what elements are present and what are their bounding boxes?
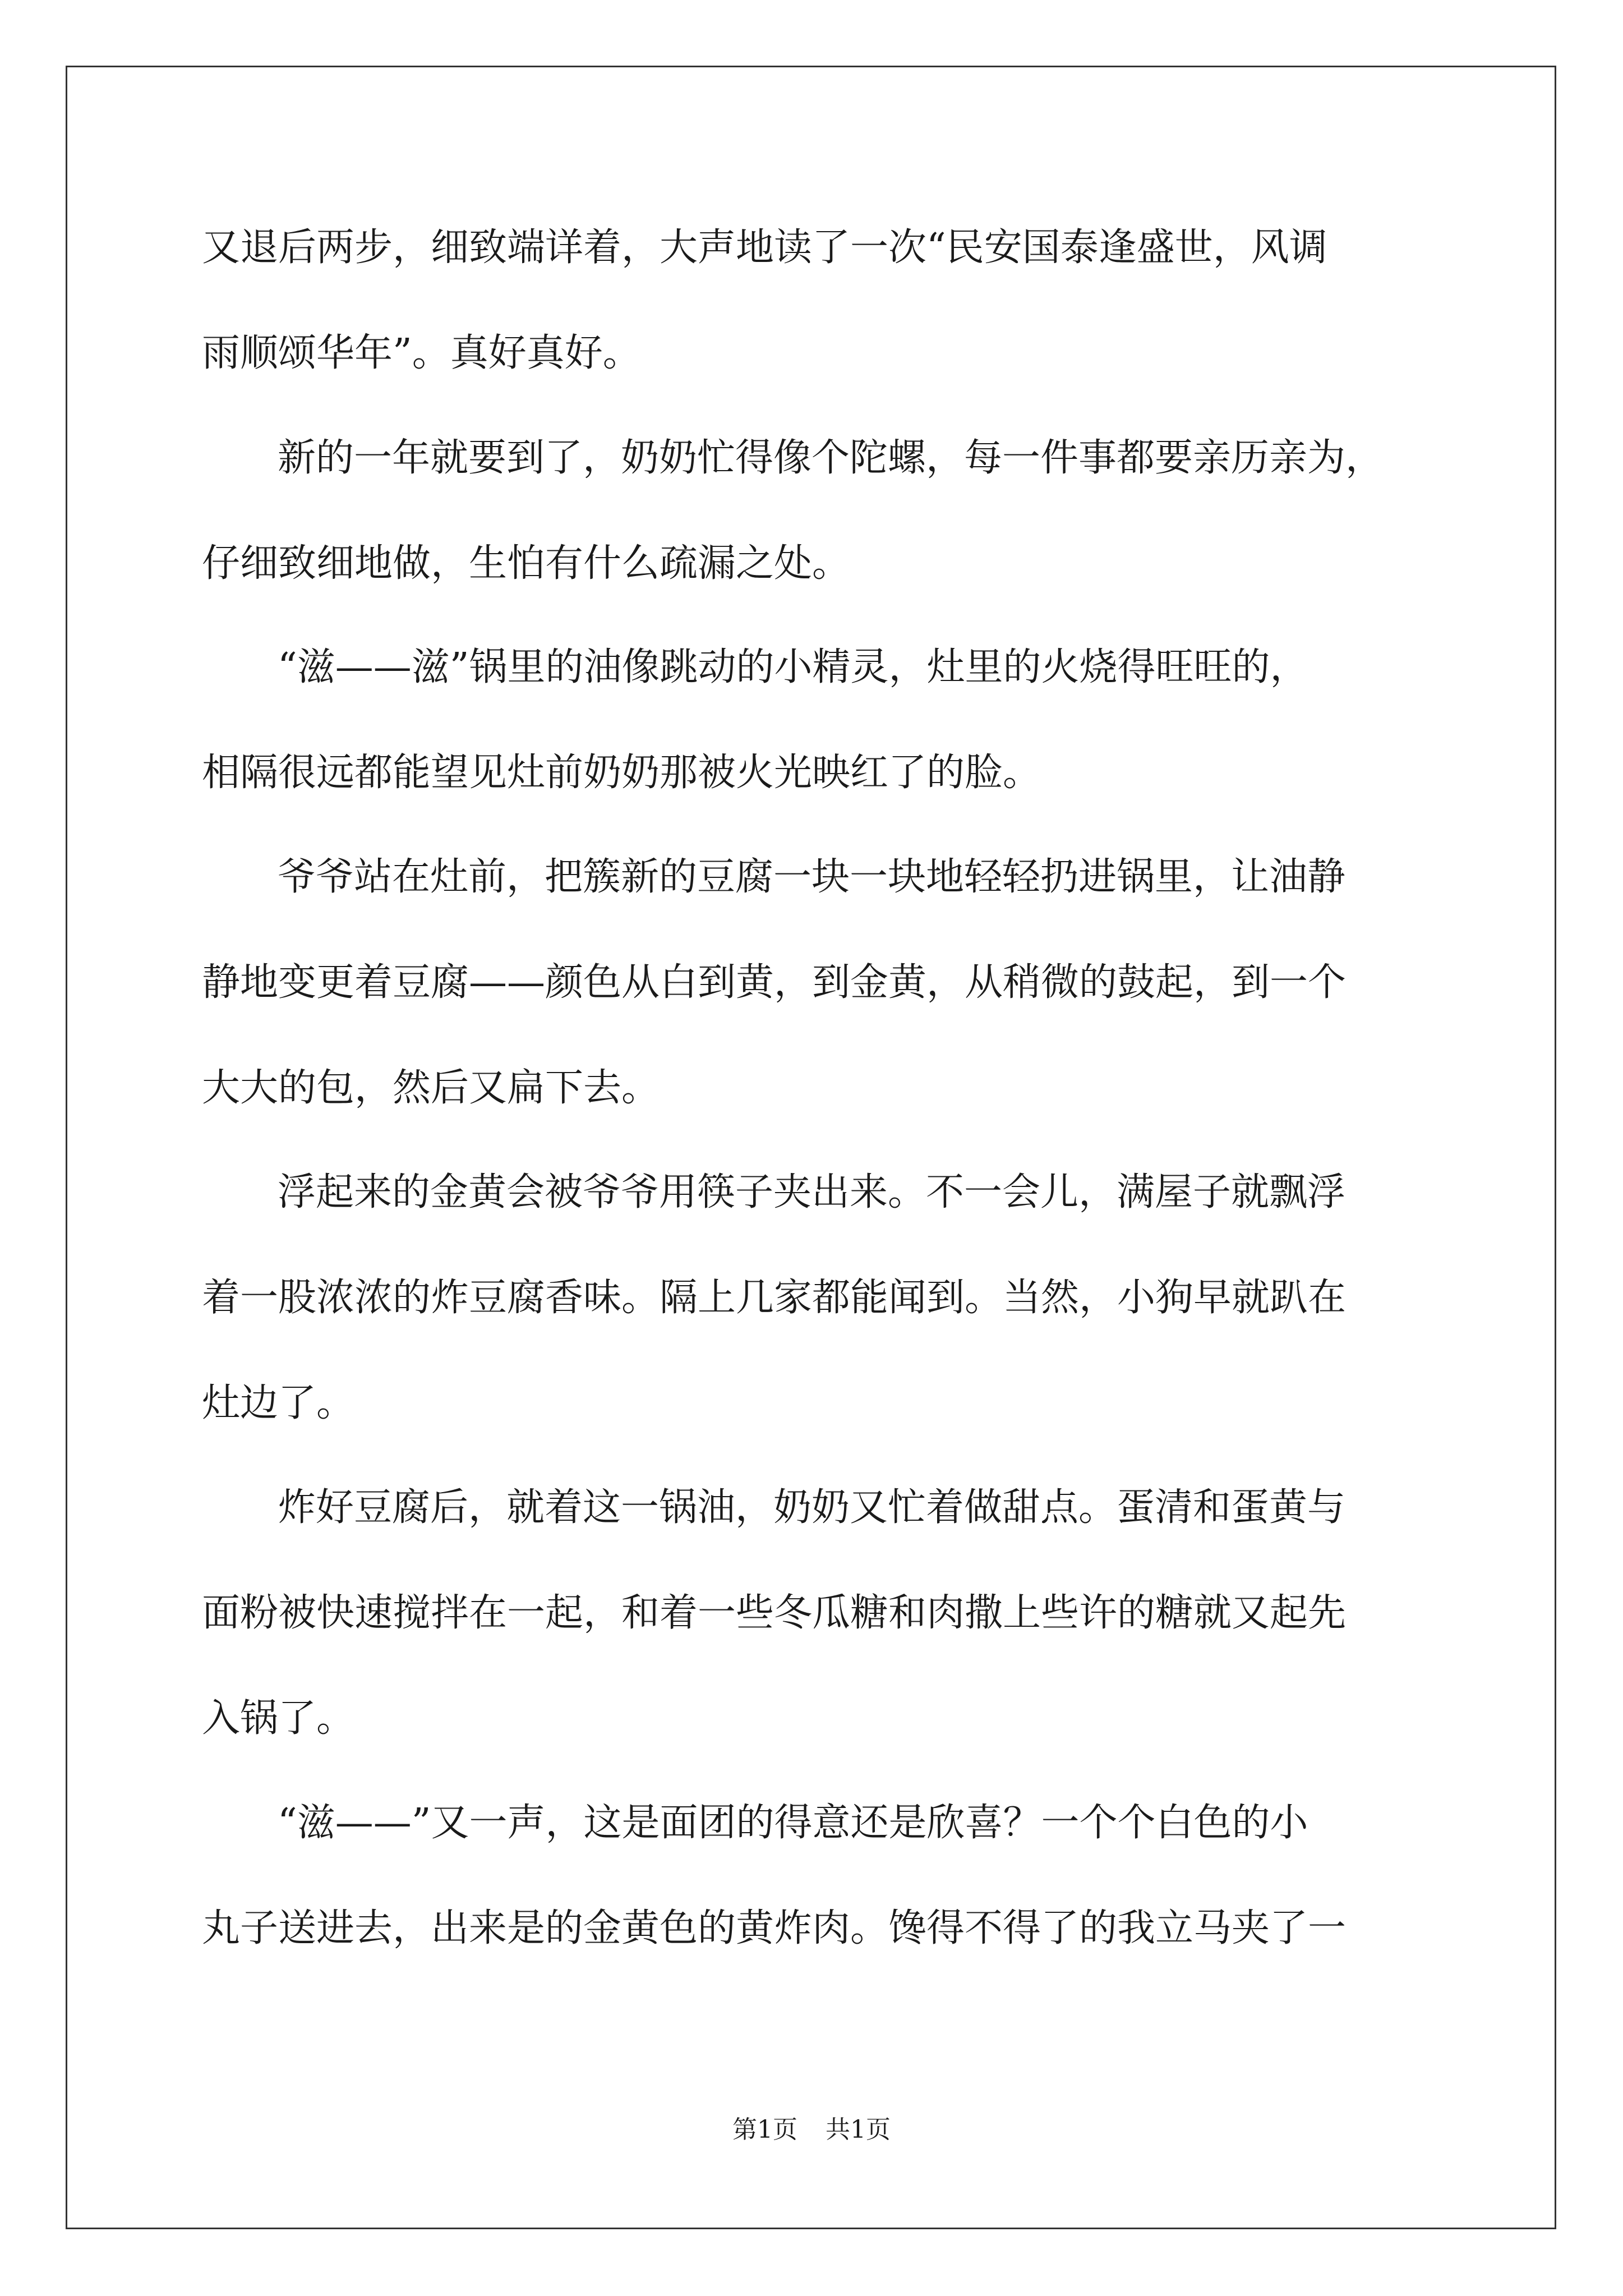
- text-line-1: 又退后两步，细致端详着，大声地读了一次“民安国泰逢盛世，风调: [202, 226, 1327, 270]
- text-line-16: “滋——”又一声，这是面团的得意还是欣喜？一个个白色的小: [278, 1801, 1308, 1845]
- text-line-9: 大大的包，然后又扁下去。: [202, 1066, 660, 1110]
- text-line-12: 灶边了。: [202, 1381, 355, 1425]
- page-number-total: 共1页: [826, 2115, 891, 2144]
- text-line-8: 静地变更着豆腐——颜色从白到黄，到金黄，从稍微的鼓起，到一个: [202, 960, 1347, 1005]
- page-number-current: 第1页: [732, 2115, 797, 2144]
- text-line-17: 丸子送进去，出来是的金黄色的黄炸肉。馋得不得了的我立马夹了一: [202, 1906, 1347, 1950]
- text-line-4: 仔细致细地做，生怕有什么疏漏之处。: [202, 541, 851, 586]
- text-line-5: “滋——滋”锅里的油像跳动的小精灵，灶里的火烧得旺旺的，: [278, 645, 1308, 689]
- text-line-14: 面粉被快速搅拌在一起，和着一些冬瓜糖和肉撒上些许的糖就又起先: [202, 1591, 1347, 1635]
- text-line-13: 炸好豆腐后，就着这一锅油，奶奶又忙着做甜点。蛋清和蛋黄与: [278, 1485, 1346, 1530]
- text-line-7: 爷爷站在灶前，把簇新的豆腐一块一块地轻轻扔进锅里，让油静: [278, 855, 1346, 899]
- text-line-3: 新的一年就要到了，奶奶忙得像个陀螺，每一件事都要亲历亲为，: [278, 436, 1384, 480]
- text-line-15: 入锅了。: [202, 1696, 355, 1741]
- page-footer: [0, 2109, 1623, 2145]
- text-line-6: 相隔很远都能望见灶前奶奶那被火光映红了的脸。: [202, 751, 1041, 795]
- text-line-10: 浮起来的金黄会被爷爷用筷子夹出来。不一会儿，满屋子就飘浮: [278, 1170, 1346, 1214]
- text-line-2: 雨顺颂华年”。真好真好。: [202, 331, 641, 375]
- text-line-11: 着一股浓浓的炸豆腐香味。隔上几家都能闻到。当然，小狗早就趴在: [202, 1276, 1347, 1320]
- page-border: [66, 66, 1556, 2229]
